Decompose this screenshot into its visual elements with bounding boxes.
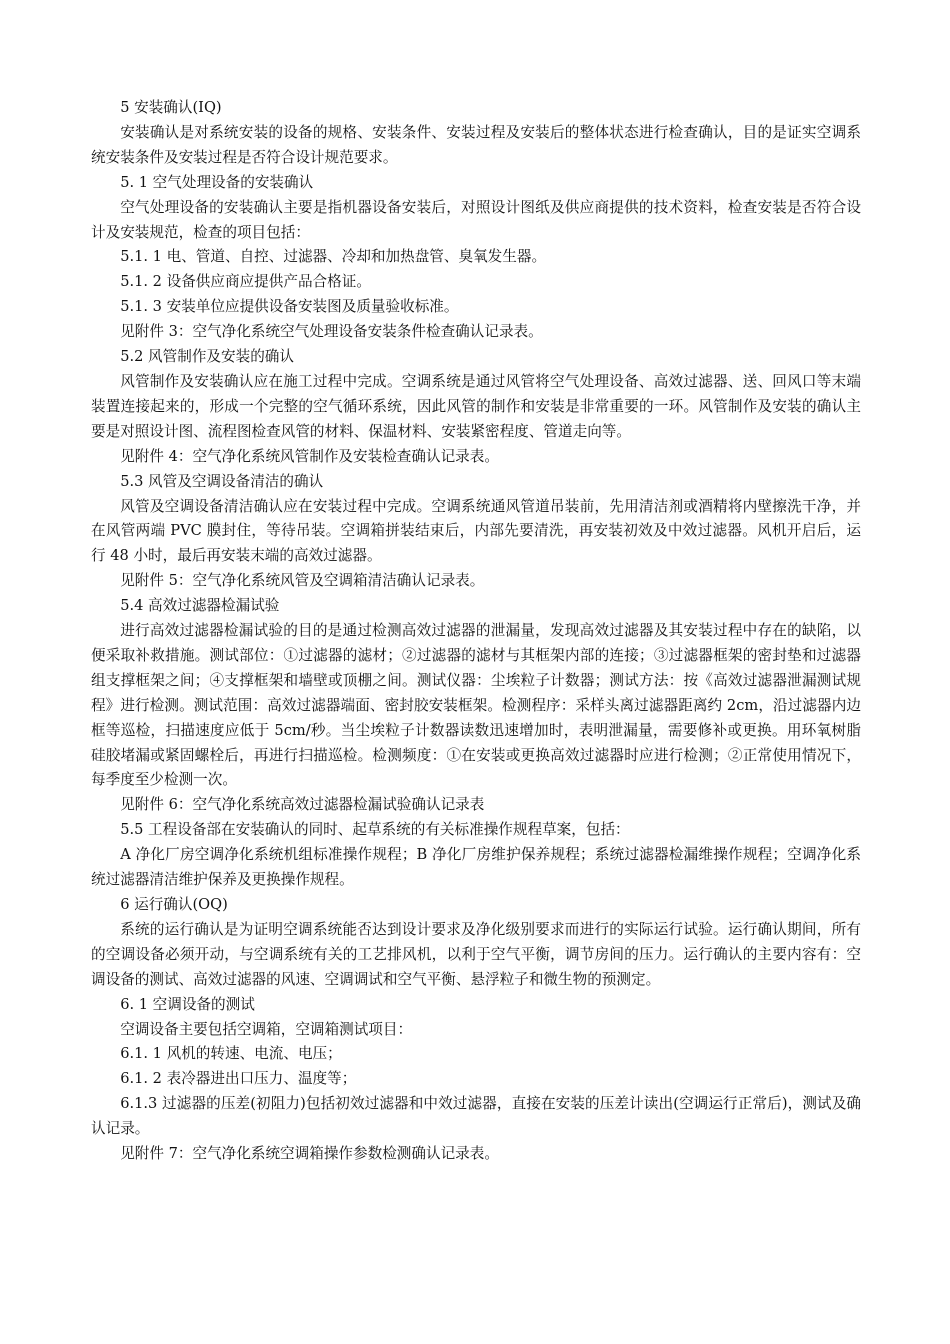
paragraph: 进行高效过滤器检漏试验的目的是通过检测高效过滤器的泄漏量，发现高效过滤器及其安装过程中存在的缺陷，以便采取补救措施。测试部位：①过滤器的滤材；②过滤器的滤材与其框架内部的连接；③过滤器框架的密封垫和过滤器组支撑框架之间；④支撑框架和墙壁或顶棚之间。测试仪器：尘埃粒子计数器；测试方法：按《高效过滤器泄漏测试规程》进行检测。测试范围：高效过滤器端面、密封胶安装框架。检测程序：采样头离过滤器距离约 2cm，沿过滤器内边框等巡检，扫描速度应低于 5cm/秒。当尘埃粒子计数器读数迅速增加时，表明泄漏量，需要修补或更换。用环氧树脂硅胶堵漏或紧固螺栓后，再进行扫描巡检。检测频度：①在安装或更换高效过滤器时应进行检测；②正常使用情况下，每季度至少检测一次。 xyxy=(91,622,861,789)
attachment-reference: 见附件 4：空气净化系统风管制作及安装检查确认记录表。 xyxy=(120,447,499,465)
list-item: 6.1. 1 风机的转速、电流、电压； xyxy=(120,1045,342,1063)
attachment-reference: 见附件 6：空气净化系统高效过滤器检漏试验确认记录表 xyxy=(120,796,485,814)
list-item: 6.1.3 过滤器的压差(初阻力)包括初效过滤器和中效过滤器，直接在安装的压差计读出(空调运行正常后)，测试及确认记录。 xyxy=(91,1095,861,1138)
list-item: 6.1. 2 表冷器进出口压力、温度等； xyxy=(120,1070,357,1088)
paragraph: A 净化厂房空调净化系统机组标准操作规程；B 净化厂房维护保养规程；系统过滤器检漏维操作规程；空调净化系统过滤器清洁维护保养及更换操作规程。 xyxy=(91,846,861,889)
list-item: 5.1. 1 电、管道、自控、过滤器、冷却和加热盘管、臭氧发生器。 xyxy=(120,248,547,266)
paragraph: 风管制作及安装确认应在施工过程中完成。空调系统是通过风管将空气处理设备、高效过滤器、送、回风口等末端装置连接起来的，形成一个完整的空气循环系统，因此风管的制作和安装是非常重要的一环。风管制作及安装的确认主要是对照设计图、流程图检查风管的材料、保温材料、安装紧密程度、管道走向等。 xyxy=(91,372,861,440)
subsection-heading: 5. 1 空气处理设备的安装确认 xyxy=(120,173,314,191)
paragraph: 空气处理设备的安装确认主要是指机器设备安装后，对照设计图纸及供应商提供的技术资料，检查安装是否符合设计及安装规范，检查的项目包括： xyxy=(91,198,861,241)
paragraph: 空调设备主要包括空调箱，空调箱测试项目： xyxy=(120,1020,413,1038)
list-item: 5.1. 2 设备供应商应提供产品合格证。 xyxy=(120,273,371,291)
subsection-heading: 5.3 风管及空调设备清洁的确认 xyxy=(120,472,324,490)
paragraph: 风管及空调设备清洁确认应在安装过程中完成。空调系统通风管道吊装前，先用清洁剂或酒精将内壁擦洗干净，并在风管两端 PVC 膜封住，等待吊装。空调箱拼装结束后，内部先要清洗，再安装初效及中效过滤器。风机开启后，运行 48 小时，最后再安装末端的高效过滤器。 xyxy=(91,497,861,565)
attachment-reference: 见附件 5：空气净化系统风管及空调箱清洁确认记录表。 xyxy=(120,572,485,590)
subsection-heading: 5.2 风管制作及安装的确认 xyxy=(120,348,294,366)
subsection-heading: 5.4 高效过滤器检漏试验 xyxy=(120,597,280,615)
attachment-reference: 见附件 3：空气净化系统空气处理设备安装条件检查确认记录表。 xyxy=(120,323,543,341)
paragraph: 安装确认是对系统安装的设备的规格、安装条件、安装过程及安装后的整体状态进行检查确认，目的是证实空调系统安装条件及安装过程是否符合设计规范要求。 xyxy=(91,123,861,166)
paragraph: 系统的运行确认是为证明空调系统能否达到设计要求及净化级别要求而进行的实际运行试验。运行确认期间，所有的空调设备必须开动，与空调系统有关的工艺排风机，以利于空气平衡，调节房间的压力。运行确认的主要内容有：空调设备的测试、高效过滤器的风速、空调调试和空气平衡、悬浮粒子和微生物的预测定。 xyxy=(91,920,861,988)
list-item: 5.1. 3 安装单位应提供设备安装图及质量验收标准。 xyxy=(120,298,459,316)
subsection-heading: 6. 1 空调设备的测试 xyxy=(120,995,255,1013)
section-heading-oq: 6 运行确认(OQ) xyxy=(120,896,228,913)
subsection-heading: 5.5 工程设备部在安装确认的同时、起草系统的有关标准操作规程草案，包括： xyxy=(120,821,630,839)
attachment-reference: 见附件 7：空气净化系统空调箱操作参数检测确认记录表。 xyxy=(120,1145,499,1163)
section-heading-iq: 5 安装确认(IQ) xyxy=(120,99,222,116)
document-body xyxy=(91,96,861,1167)
